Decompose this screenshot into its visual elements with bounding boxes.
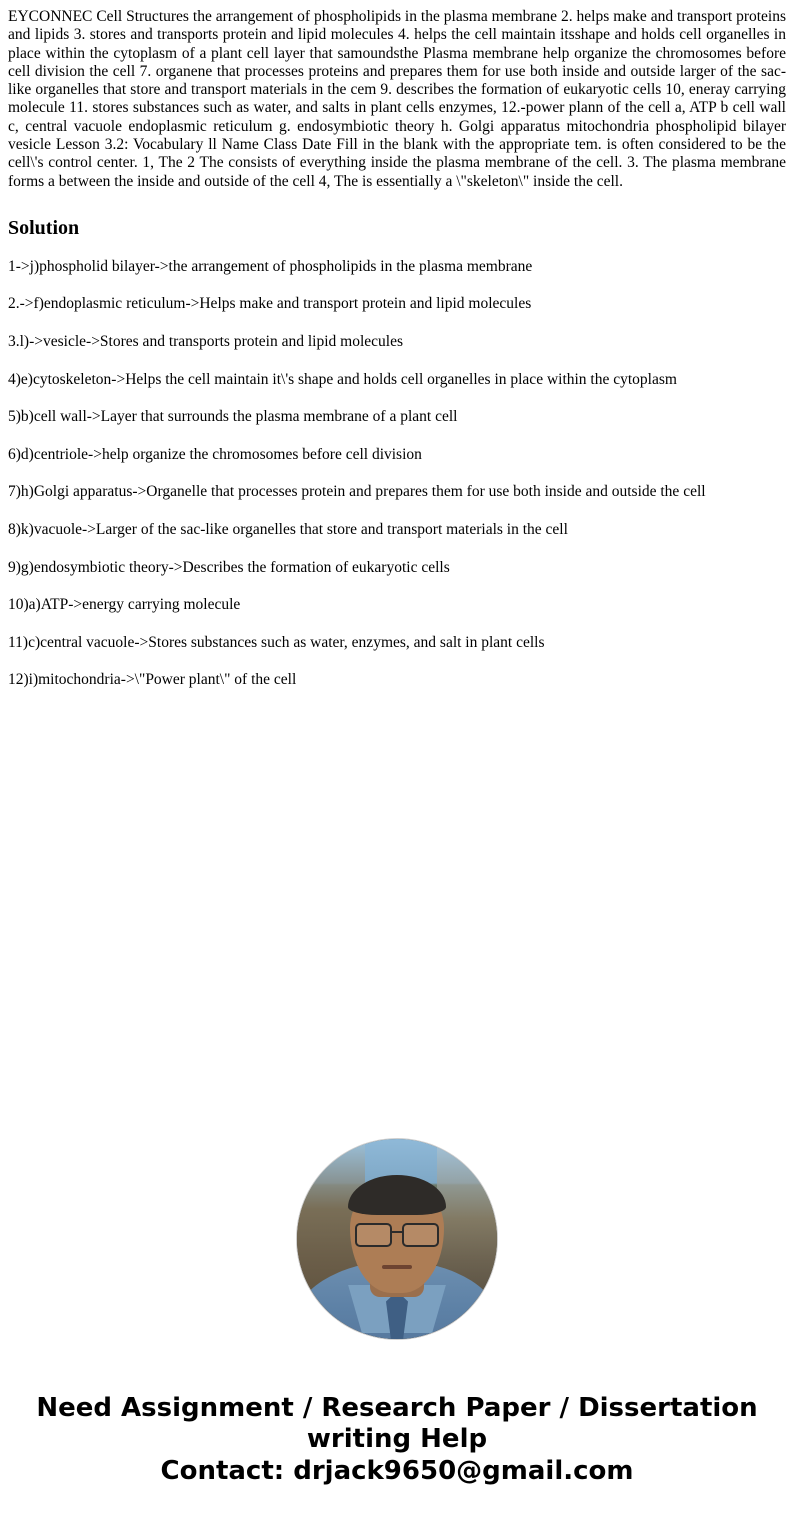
footer <box>8 1393 786 1487</box>
question-text: EYCONNEC Cell Structures the arrangement of phospholipids in the plasma membrane 2. helps make and transport proteins and lipids 3. stores and transports protein and lipid molecules 4. helps the cell maintain itsshape and holds cell organelles in place within the cytoplasm of a plant cell layer that samoundsthe Plasma membrane help organize the chromosomes before cell division the cell 7. organene that processes proteins and prepares them for use both inside and outside larger of the sac-like organelles that store and transport materials in the cem 9. describes the formation of eukaryotic cells 10, eneray carrying molecule 11. stores substances such as water, and salts in plant cells enzymes, 12.-power plann of the cell a, ATP b cell wall c, central vacuole endoplasmic reticulum g. endosymbiotic theory h. Golgi apparatus mitochondria phospholipid bilayer vesicle Lesson 3.2: Vocabulary ll Name Class Date Fill in the blank with the appropriate tem. is often considered to be the cell\'s control center. 1, The 2 The consists of everything inside the plasma membrane of the cell. 3. The plasma membrane forms a between the inside and outside of the cell 4, The is essentially a \"skeleton\" inside the cell. <box>8 8 786 190</box>
answer-item: 1->j)phospholid bilayer->the arrangement of phospholipids in the plasma membrane <box>8 257 533 275</box>
answer-item: 5)b)cell wall->Layer that surrounds the plasma membrane of a plant cell <box>8 408 458 426</box>
answer-item: 3.l)->vesicle->Stores and transports protein and lipid molecules <box>8 333 403 350</box>
avatar-container <box>8 1139 786 1339</box>
answer-item: 12)i)mitochondria->\"Power plant\" of the cell <box>8 671 297 689</box>
avatar <box>297 1139 497 1339</box>
answer-item: 8)k)vacuole->Larger of the sac-like organelles that store and transport materials in the cell <box>8 520 568 538</box>
answer-item: 9)g)endosymbiotic theory->Describes the formation of eukaryotic cells <box>8 558 450 576</box>
answer-item: 10)a)ATP->energy carrying molecule <box>8 596 241 614</box>
avatar-mouth <box>382 1265 412 1269</box>
content-spacer <box>8 709 786 1139</box>
answer-list <box>8 258 786 690</box>
footer-contact: Contact: drjack9650@gmail.com <box>160 1456 634 1487</box>
answer-item: 6)d)centriole->help organize the chromosomes before cell division <box>8 445 422 463</box>
answer-item: 7)h)Golgi apparatus->Organelle that processes protein and prepares them for use both inside and outside the cell <box>8 483 706 501</box>
footer-headline: Need Assignment / Research Paper / Dissertation writing Help <box>36 1392 758 1454</box>
glasses-lens-right <box>402 1223 439 1247</box>
solution-heading: Solution <box>8 216 80 239</box>
answer-item: 2.->f)endoplasmic reticulum->Helps make and transport protein and lipid molecules <box>8 295 532 313</box>
glasses-lens-left <box>355 1223 392 1247</box>
glasses-icon <box>353 1223 441 1243</box>
answer-item: 4)e)cytoskeleton->Helps the cell maintain it\'s shape and holds cell organelles in place within the cytoplasm <box>8 370 677 388</box>
answer-item: 11)c)central vacuole->Stores substances such as water, enzymes, and salt in plant cells <box>8 633 545 651</box>
